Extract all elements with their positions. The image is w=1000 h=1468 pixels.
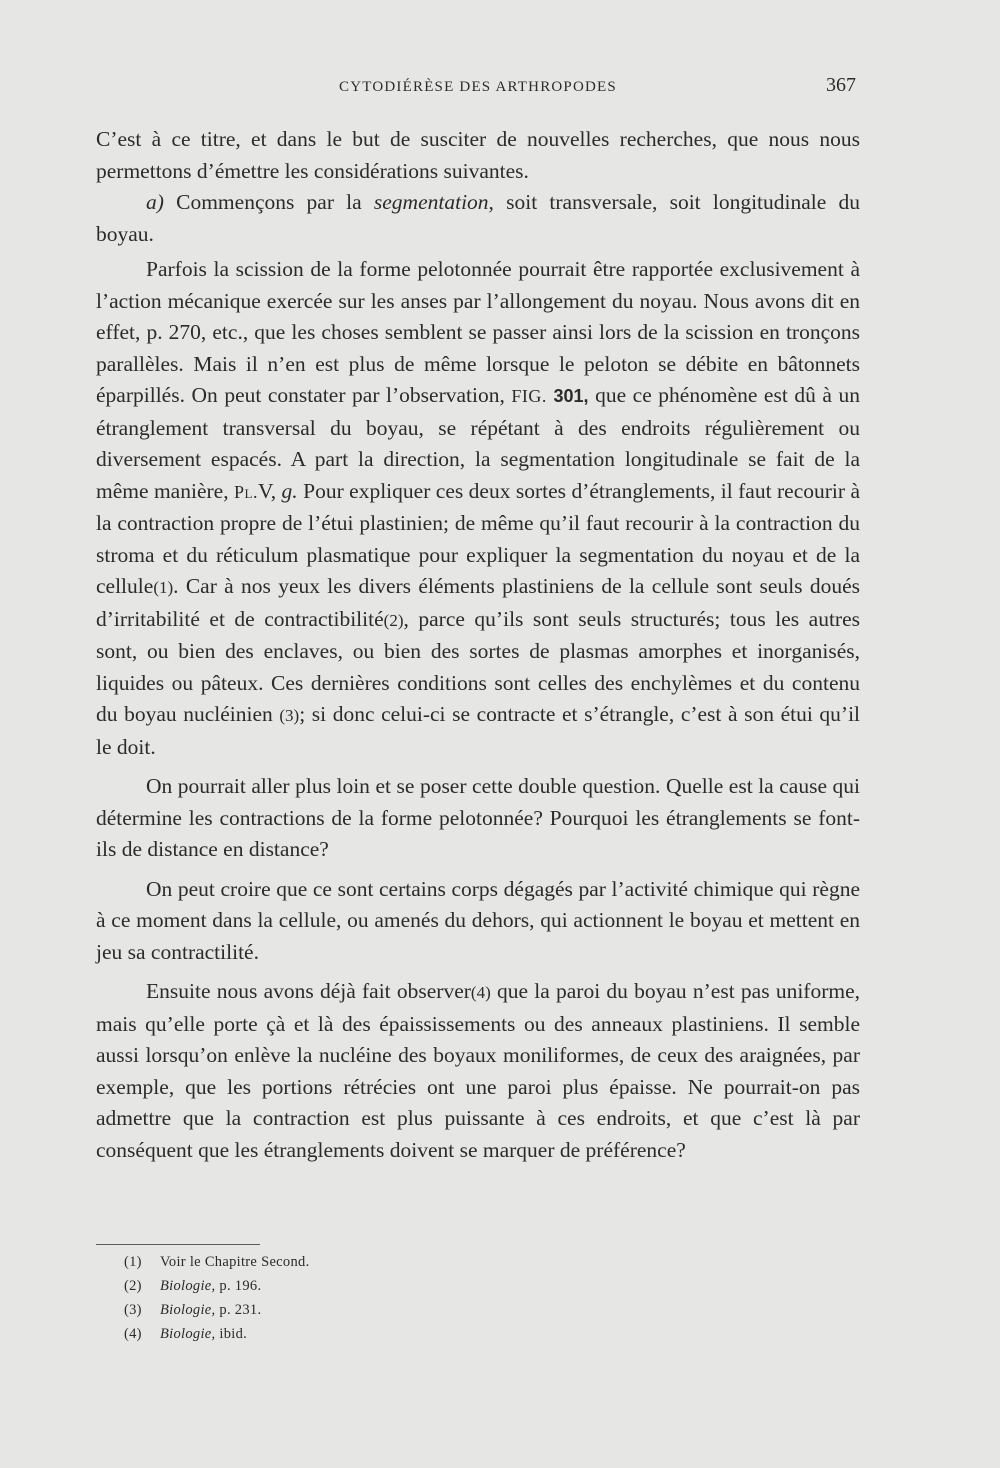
plate-letter: g.: [281, 478, 298, 503]
footnote-italic: Biologie,: [160, 1278, 216, 1294]
paragraph-6-text-a: Ensuite nous avons déjà fait observer: [146, 979, 471, 1003]
footnote-ref-1: (1): [153, 578, 174, 597]
footnote-ref-2: (2): [383, 610, 404, 630]
footnote-2: [124, 1274, 724, 1298]
paragraph-1: C’est à ce titre, et dans le but de susciter de nouvelles recherches, que nous nous permettons d’émettre les considérations suivantes.: [96, 127, 860, 183]
paragraph-6-text-b: que la paroi du boyau n’est pas uniforme, mais qu’elle porte çà et là des épaississements ou des anneaux plastiniens. Il semble aussi lorsqu’on enlève la nucléine des boyaux moniliformes, de ceux des araignées, par exemple, que les portions rétrécies ont une paroi plus épaisse. Ne pourrait-on pas admettre que la contraction est plus puissante à ces endroits, et que c’est là par conséquent que les étranglements doivent se marquer de préférence?: [96, 979, 860, 1162]
footnote-ref-3: (3): [279, 706, 300, 725]
footnote-ref-4: (4): [470, 983, 491, 1002]
footnote-4: [124, 1322, 724, 1346]
page-number: 367: [826, 74, 856, 96]
footnote-number: (2): [124, 1278, 142, 1294]
footnote-text: Voir le Chapitre Second.: [160, 1254, 310, 1270]
italic-term-segmentation: segmentation,: [373, 190, 494, 214]
paragraph-2: [96, 187, 860, 250]
running-header: [96, 76, 860, 100]
figure-number: 301,: [553, 386, 589, 406]
paragraph-3-text-f: ; si donc celui-ci se contracte et s’étrangle, c’est à son étui qu’il le doit.: [96, 702, 861, 759]
footnote-rule: [96, 1244, 260, 1245]
paragraph-5: On peut croire que ce sont certains corps dégagés par l’activité chimique qui règne à ce moment dans la cellule, ou amenés du dehors, qui actionnent le boyau et mettent en jeu sa contractilité.: [96, 876, 860, 964]
footnote-text: ibid.: [219, 1326, 248, 1342]
paragraph-6: [96, 976, 860, 1166]
item-label: a): [146, 190, 164, 214]
body-text: [96, 124, 860, 1166]
footnote-3: [124, 1298, 724, 1322]
paragraph-4: On pourrait aller plus loin et se poser cette double question. Quelle est la cause qui détermine les contractions de la forme pelotonnée? Pourquoi les étranglements se font-ils de distance en distance?: [96, 774, 860, 861]
footnote-text: p. 196.: [219, 1278, 262, 1294]
footnote-1: [124, 1250, 724, 1274]
paragraph-3: [96, 254, 860, 763]
footnote-text: p. 231.: [219, 1302, 262, 1318]
running-title: CYTODIÉRÈSE DES ARTHROPODES: [339, 79, 617, 95]
paragraph-3-text-d: . Car à nos yeux les divers éléments plastiniens de la cellule sont seuls doués d’irritabilité et de contractibilité: [96, 574, 860, 631]
footnote-italic: Biologie,: [160, 1302, 216, 1318]
footnote-number: (4): [124, 1326, 142, 1342]
paragraph-3-text-c: Pour expliquer ces deux sortes d’étranglements, il faut recourir à la contraction propre de l’étui plastinien; de même qu’il faut recourir à la contraction du stroma et du réticulum plasmatique pour expliquer la segmentation du noyau et de la cellule: [96, 478, 861, 598]
plate-number: V,: [257, 478, 277, 503]
paragraph-2-text-a: Commençons par la: [176, 190, 362, 214]
paragraph-3-text-e: , parce qu’ils sont seuls structurés; tous les autres sont, ou bien des enclaves, ou bien des sortes de plasmas amorphes et inorganisés, liquides ou pâteux. Ces dernières conditions sont celles des enchylèmes et du contenu du boyau nucléinien: [96, 606, 860, 726]
figure-label: FIG.: [511, 386, 547, 406]
footnote-number: (1): [124, 1254, 142, 1270]
paragraph-3-text-b: que ce phénomène est dû à un étranglement transversal du boyau, se répétant à des endroits régulièrement ou diversement espacés. A part la direction, la segmentation longitudinale se fait de la même manière,: [96, 383, 860, 503]
plate-label: Pl.: [234, 481, 258, 502]
paragraph-3-text-a: Parfois la scission de la forme pelotonnée pourrait être rapportée exclusivement à l’action mécanique exercée sur les anses par l’allongement du noyau. Nous avons dit en effet, p. 270, etc., que les choses semblent se passer ainsi lors de la scission en tronçons parallèles. Mais il n’en est plus de même lorsque le peloton se débite en bâtonnets éparpillés. On peut constater par l’observation,: [96, 257, 860, 407]
footnote-italic: Biologie,: [160, 1326, 216, 1342]
footnote-number: (3): [124, 1302, 142, 1318]
paragraph-2-text-b: soit transversale, soit longitudinale du boyau.: [96, 190, 860, 246]
footnotes: [124, 1250, 724, 1346]
